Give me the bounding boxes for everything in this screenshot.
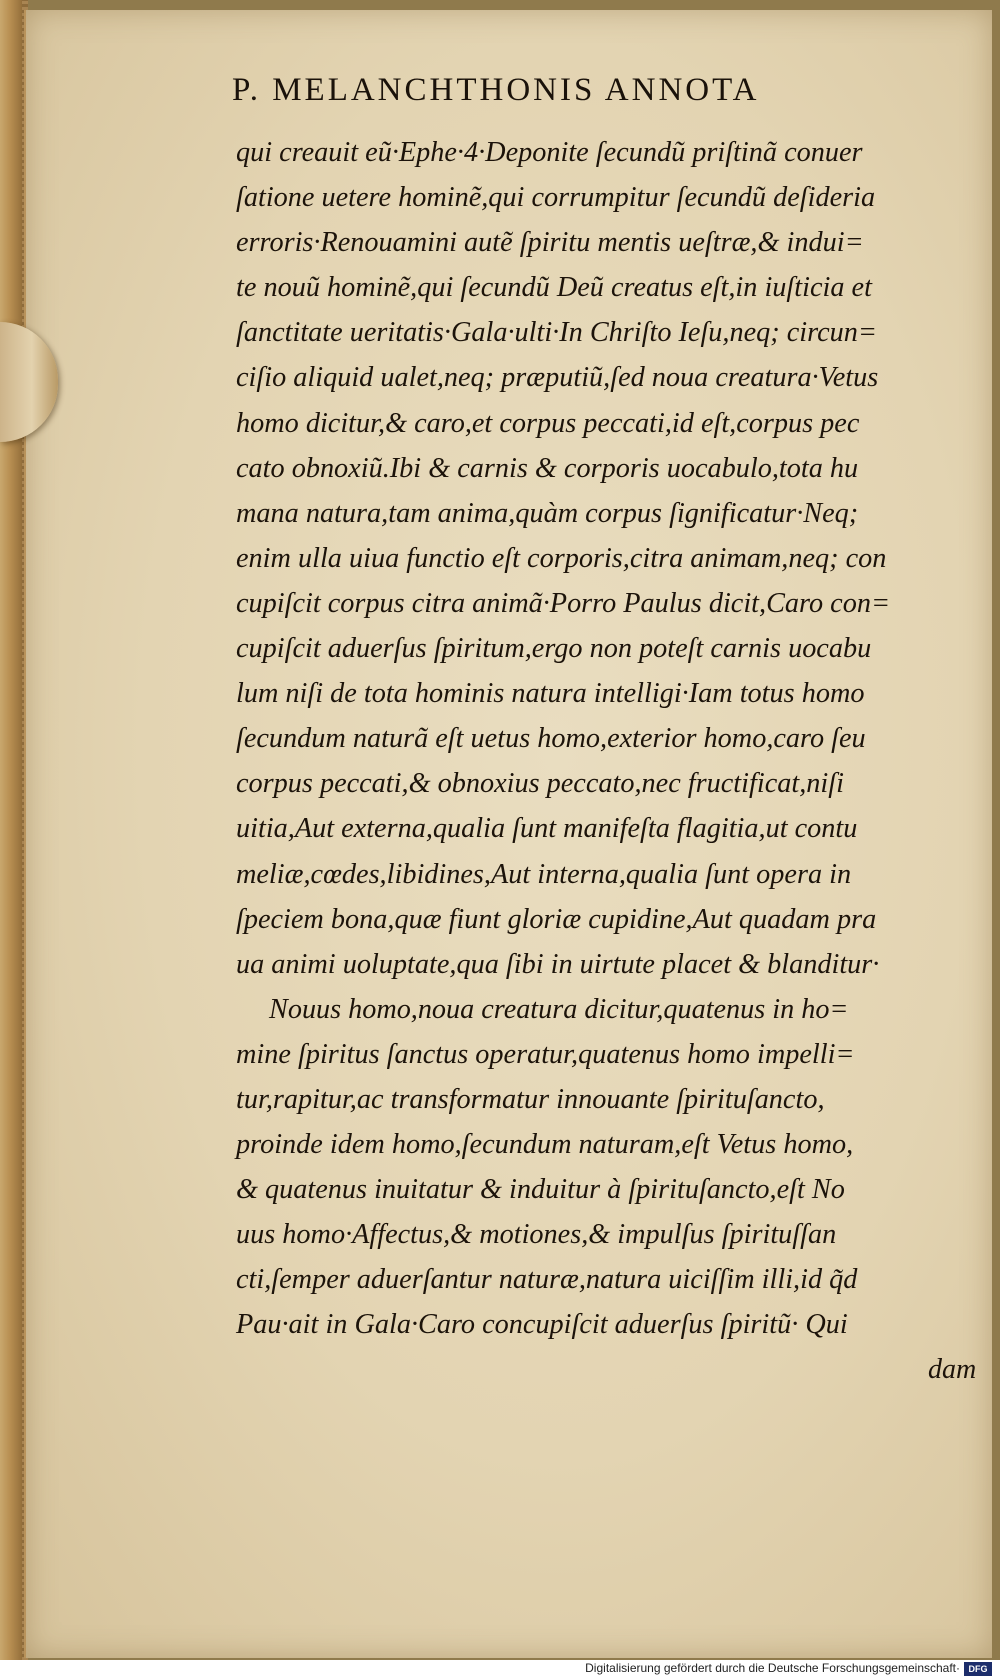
text-line: homo dicitur,& caro,et corpus peccati,id eſt,corpus pec bbox=[236, 406, 860, 439]
text-line: ſanctitate ueritatis·Gala·ulti·In Chriſto Ieſu,neq; circun= bbox=[236, 316, 877, 349]
dfg-logo: DFG bbox=[964, 1662, 992, 1676]
text-line: mine ſpiritus ſanctus operatur,quatenus homo impelli= bbox=[236, 1037, 855, 1070]
text-line: mana natura,tam anima,quàm corpus ſignificatur·Neq; bbox=[236, 496, 859, 529]
text-line: proinde idem homo,ſecundum naturam,eſt Vetus homo, bbox=[236, 1128, 854, 1161]
text-line: qui creauit eũ·Ephe·4·Deponite ſecundũ priſtinã conuer bbox=[236, 136, 863, 168]
text-line: enim ulla uiua functio eſt corporis,citra animam,neq; con bbox=[236, 541, 887, 574]
text-line: cti,ſemper aduerſantur naturæ,natura uiciſſim illi,id q̃d bbox=[236, 1263, 858, 1296]
text-line: cato obnoxiũ.Ibi & carnis & corporis uocabulo,tota hu bbox=[236, 451, 859, 484]
text-line: Pau·ait in Gala·Caro concupiſcit aduerſus ſpiritũ· Qui bbox=[236, 1308, 848, 1341]
text-line: meliæ,cœdes,libidines,Aut interna,qualia ſunt opera in bbox=[236, 857, 852, 890]
digitization-footer bbox=[0, 1660, 1000, 1679]
text-line: ua animi uoluptate,qua ſibi in uirtute placet & blanditur· bbox=[236, 947, 880, 980]
text-line: lum niſi de tota hominis natura intelligi·Iam totus homo bbox=[236, 677, 865, 710]
body-text bbox=[236, 130, 996, 1348]
text-line: te nouũ hominẽ,qui ſecundũ Deũ creatus eſt,in iuſticia et bbox=[236, 271, 872, 304]
text-line-paragraph-start: Nouus homo,noua creatura dicitur,quatenus in ho= bbox=[269, 992, 849, 1025]
text-line: uus homo·Affectus,& motiones,& impulſus ſpirituſſan bbox=[236, 1218, 837, 1251]
text-line: tur,rapitur,ac transformatur innouante ſpirituſancto, bbox=[236, 1082, 825, 1115]
text-line: uitia,Aut externa,qualia ſunt manifeſta flagitia,ut contu bbox=[236, 812, 858, 845]
funding-credit: Digitalisierung gefördert durch die Deutsche Forschungsgemeinschaft· bbox=[585, 1661, 960, 1675]
catchword: dam bbox=[928, 1354, 977, 1385]
text-line: & quatenus inuitatur & induitur à ſpirituſancto,eſt No bbox=[236, 1173, 845, 1206]
text-line: ſpeciem bona,quæ fiunt gloriæ cupidine,Aut quadam pra bbox=[236, 902, 877, 935]
text-line: ſecundum naturã eſt uetus homo,exterior homo,caro ſeu bbox=[236, 722, 866, 755]
text-line: ſatione uetere hominẽ,qui corrumpitur ſecundũ deſideria bbox=[236, 181, 876, 214]
text-line: cupiſcit aduerſus ſpiritum,ergo non poteſt carnis uocabu bbox=[236, 632, 872, 665]
text-line: erroris·Renouamini autẽ ſpiritu mentis ueſtræ,& indui= bbox=[236, 226, 864, 259]
running-head: P. MELANCHTHONIS ANNOTA bbox=[232, 72, 760, 108]
text-line: ciſio aliquid ualet,neq; præputiũ,ſed noua creatura·Vetus bbox=[236, 361, 879, 394]
text-line: corpus peccati,& obnoxius peccato,nec fructificat,niſi bbox=[236, 767, 844, 800]
text-line: cupiſcit corpus citra animã·Porro Paulus dicit,Caro con= bbox=[236, 586, 891, 619]
